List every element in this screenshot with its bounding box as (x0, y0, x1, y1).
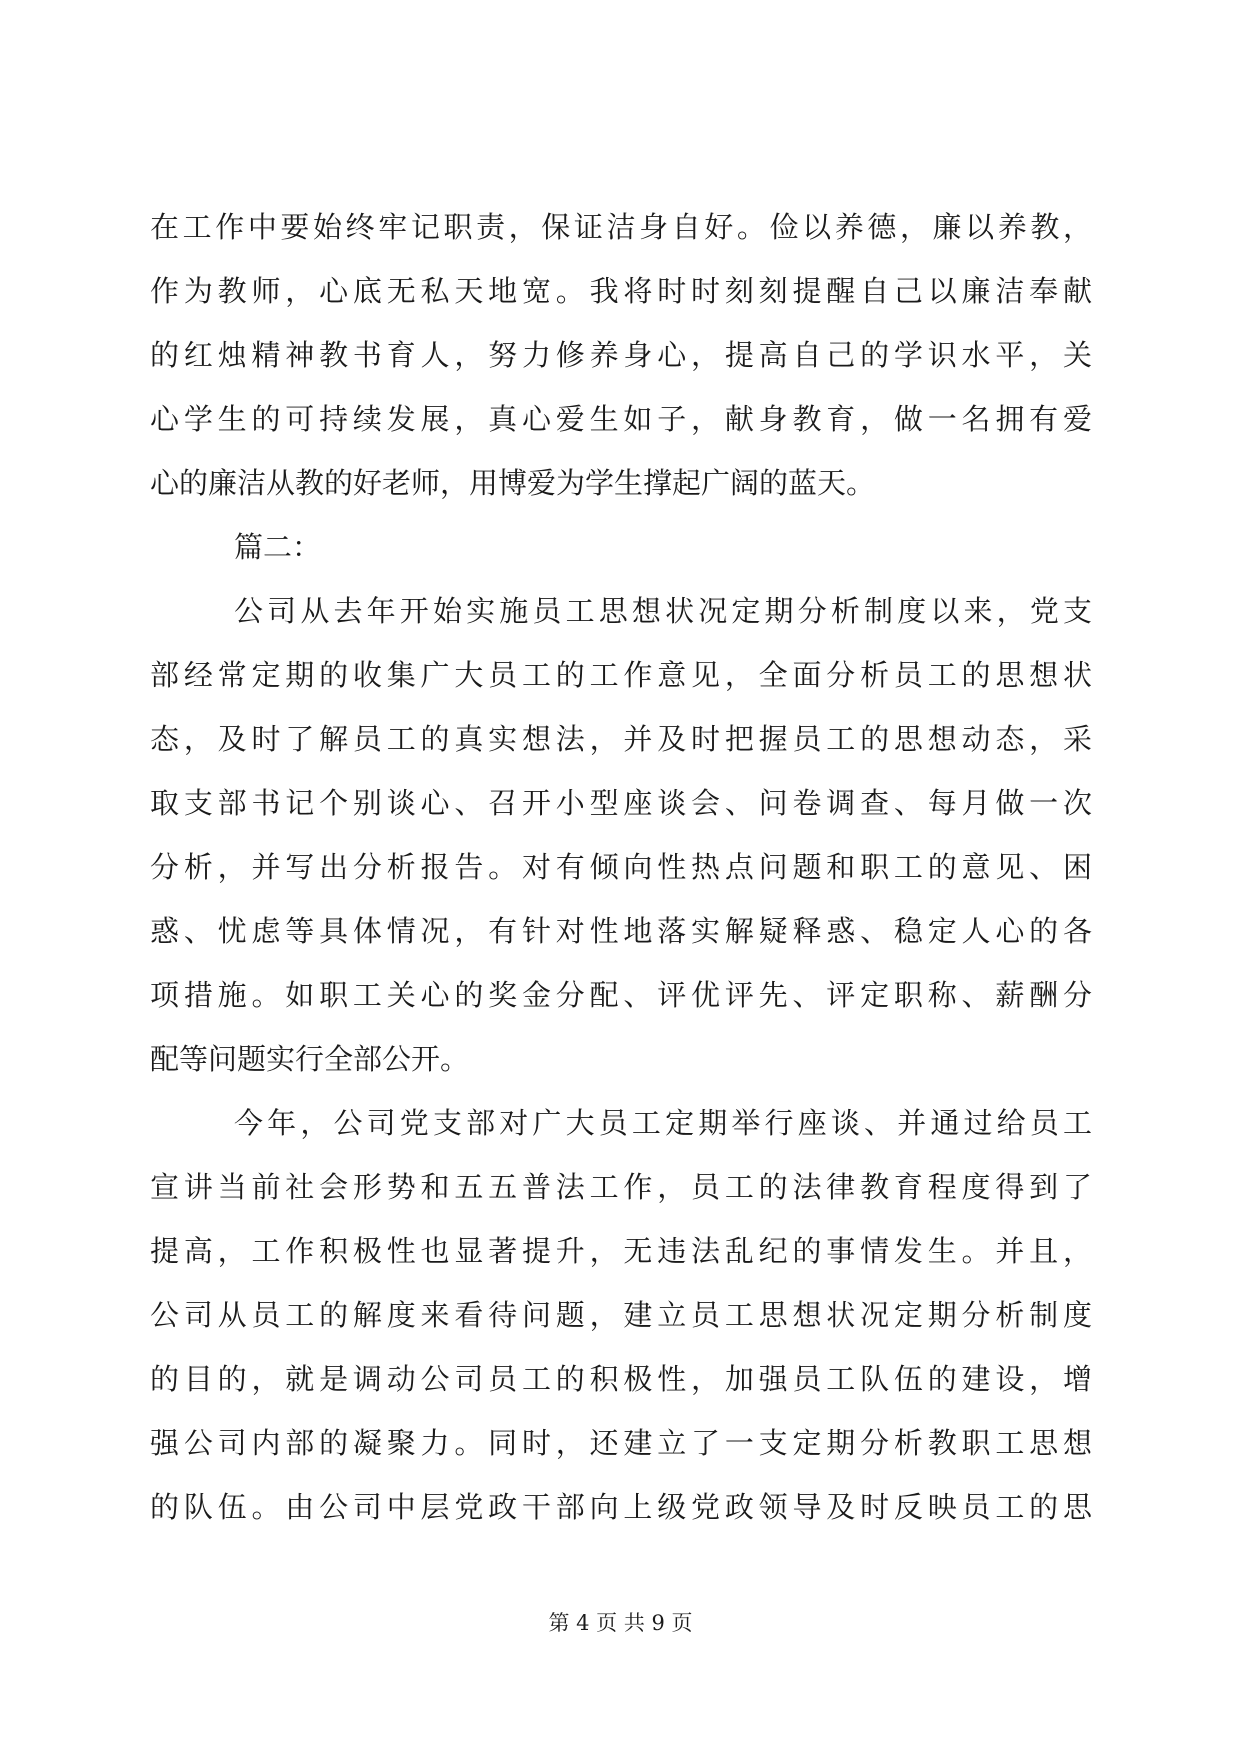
text-line: 公司从去年开始实施员工思想状况定期分析制度以来，党支 (234, 594, 1092, 628)
text-line: 的红烛精神教书育人，努力修养身心，提高自己的学识水平，关 (150, 338, 1092, 372)
text-line: 的队伍。由公司中层党政干部向上级党政领导及时反映员工的思 (150, 1490, 1092, 1524)
text-line: 提高，工作积极性也显著提升，无违法乱纪的事情发生。并且， (150, 1234, 1092, 1268)
text-line: 项措施。如职工关心的奖金分配、评优评先、评定职称、薪酬分 (150, 978, 1092, 1012)
text-line: 公司从员工的解度来看待问题，建立员工思想状况定期分析制度 (150, 1298, 1092, 1332)
text-line: 强公司内部的凝聚力。同时，还建立了一支定期分析教职工思想 (150, 1426, 1092, 1460)
body-text (150, 195, 1092, 1539)
text-line: 今年，公司党支部对广大员工定期举行座谈、并通过给员工 (234, 1106, 1092, 1140)
text-line: 心学生的可持续发展，真心爱生如子，献身教育，做一名拥有爱 (150, 402, 1092, 436)
text-line: 作为教师，心底无私天地宽。我将时时刻刻提醒自己以廉洁奉献 (150, 274, 1092, 308)
text-line: 在工作中要始终牢记职责，保证洁身自好。俭以养德，廉以养教， (150, 210, 1092, 244)
text-line: 的目的，就是调动公司员工的积极性，加强员工队伍的建设，增 (150, 1362, 1092, 1396)
text-line: 配等问题实行全部公开。 (150, 1042, 470, 1076)
text-line: 取支部书记个别谈心、召开小型座谈会、问卷调查、每月做一次 (150, 786, 1092, 820)
text-line: 宣讲当前社会形势和五五普法工作，员工的法律教育程度得到了 (150, 1170, 1092, 1204)
text-line: 部经常定期的收集广大员工的工作意见，全面分析员工的思想状 (150, 658, 1092, 692)
section-heading: 篇二： (234, 530, 322, 564)
text-line: 态，及时了解员工的真实想法，并及时把握员工的思想动态，采 (150, 722, 1092, 756)
text-line: 分析，并写出分析报告。对有倾向性热点问题和职工的意见、困 (150, 850, 1092, 884)
text-line: 心的廉洁从教的好老师，用博爱为学生撑起广阔的蓝天。 (150, 466, 876, 500)
page-number-footer: 第 4 页 共 9 页 (548, 1611, 693, 1635)
text-line: 惑、忧虑等具体情况，有针对性地落实解疑释惑、稳定人心的各 (150, 914, 1092, 948)
